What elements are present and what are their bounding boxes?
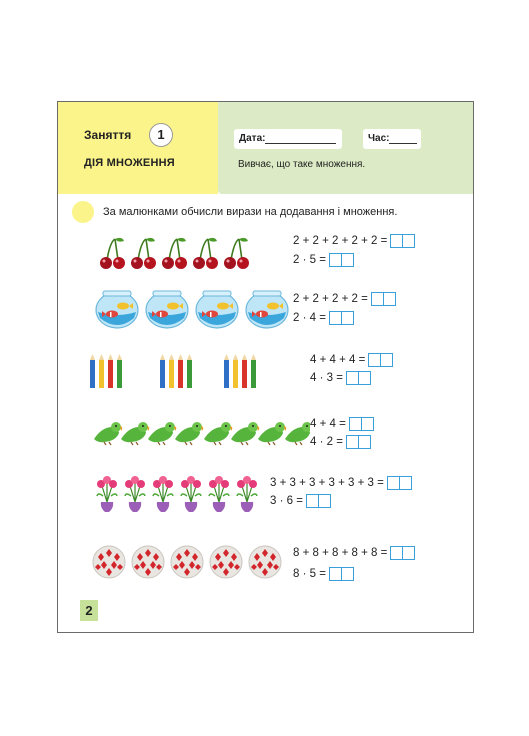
answer-box-tens[interactable] — [329, 567, 342, 581]
sum-equation-2 — [293, 291, 396, 307]
answer-box-tens[interactable] — [390, 546, 403, 560]
task-instruction: За малюнками обчисли вирази на додавання і множення. — [103, 206, 398, 218]
parrots-picture — [92, 415, 310, 447]
answer-box-ones[interactable] — [359, 371, 371, 385]
page-number: 2 — [80, 600, 98, 621]
lesson-topic: ДІЯ МНОЖЕННЯ — [84, 157, 175, 169]
date-line — [265, 143, 336, 144]
flower-vase-icon — [92, 474, 260, 514]
answer-box-ones[interactable] — [384, 292, 396, 306]
answer-box-tens[interactable] — [387, 476, 400, 490]
answer-box-ones[interactable] — [381, 353, 393, 367]
product-expression: 4 · 2 = — [310, 436, 343, 448]
product-expression: 4 · 3 = — [310, 372, 343, 384]
fishbowls-picture — [94, 288, 290, 330]
cherries-picture — [96, 236, 256, 272]
time-label: Час: — [368, 133, 390, 144]
flower-vases-picture — [92, 474, 260, 514]
product-expression: 2 · 5 = — [293, 254, 326, 266]
product-expression: 2 · 4 = — [293, 312, 326, 324]
answer-box-ones[interactable] — [319, 494, 331, 508]
product-expression: 3 · 6 = — [270, 495, 303, 507]
lesson-header — [58, 102, 218, 194]
answer-box-tens[interactable] — [346, 371, 359, 385]
sum-expression: 4 + 4 + 4 = — [310, 354, 366, 366]
lesson-number-badge: 1 — [149, 123, 173, 147]
fishbowl-icon — [94, 288, 290, 330]
answer-box-tens[interactable] — [346, 435, 359, 449]
answer-box-ones[interactable] — [400, 476, 412, 490]
time-line — [389, 143, 417, 144]
product-equation-4 — [310, 434, 371, 450]
answer-box-tens[interactable] — [306, 494, 319, 508]
task-marker-icon — [72, 201, 94, 223]
product-expression: 8 · 5 = — [293, 568, 326, 580]
answer-box-ones[interactable] — [403, 546, 415, 560]
answer-box-ones[interactable] — [342, 567, 354, 581]
cherries-icon — [96, 236, 256, 272]
strawberry-plate-icon — [92, 544, 284, 580]
lesson-label: Заняття — [84, 128, 132, 142]
answer-box-ones[interactable] — [342, 253, 354, 267]
answer-box-tens[interactable] — [329, 253, 342, 267]
sum-expression: 3 + 3 + 3 + 3 + 3 + 3 = — [270, 477, 384, 489]
lesson-goal: Вивчає, що таке множення. — [238, 159, 366, 170]
answer-box-tens[interactable] — [371, 292, 384, 306]
answer-box-tens[interactable] — [368, 353, 381, 367]
sum-expression: 4 + 4 = — [310, 418, 346, 430]
workbook-page — [57, 101, 474, 633]
sum-expression: 2 + 2 + 2 + 2 = — [293, 293, 368, 305]
product-equation-2 — [293, 310, 354, 326]
answer-box-ones[interactable] — [359, 435, 371, 449]
sum-equation-3 — [310, 352, 393, 368]
product-equation-3 — [310, 370, 371, 386]
sum-equation-4 — [310, 416, 374, 432]
date-field[interactable] — [234, 129, 342, 149]
sum-expression: 8 + 8 + 8 + 8 + 8 = — [293, 547, 388, 559]
answer-box-ones[interactable] — [342, 311, 354, 325]
product-equation-6 — [293, 566, 354, 582]
product-equation-1 — [293, 252, 354, 268]
answer-box-tens[interactable] — [390, 234, 403, 248]
answer-box-ones[interactable] — [362, 417, 374, 431]
sum-equation-5 — [270, 475, 412, 491]
pencils-icon — [90, 354, 270, 392]
sum-equation-6 — [293, 545, 415, 561]
time-field[interactable] — [363, 129, 421, 149]
answer-box-ones[interactable] — [403, 234, 415, 248]
strawberry-plates-picture — [92, 544, 284, 580]
date-label: Дата: — [239, 133, 266, 144]
parrot-icon — [92, 415, 310, 447]
sum-equation-1 — [293, 233, 415, 249]
sum-expression: 2 + 2 + 2 + 2 + 2 = — [293, 235, 388, 247]
product-equation-5 — [270, 493, 331, 509]
answer-box-tens[interactable] — [329, 311, 342, 325]
answer-box-tens[interactable] — [349, 417, 362, 431]
pencils-picture — [90, 354, 270, 392]
